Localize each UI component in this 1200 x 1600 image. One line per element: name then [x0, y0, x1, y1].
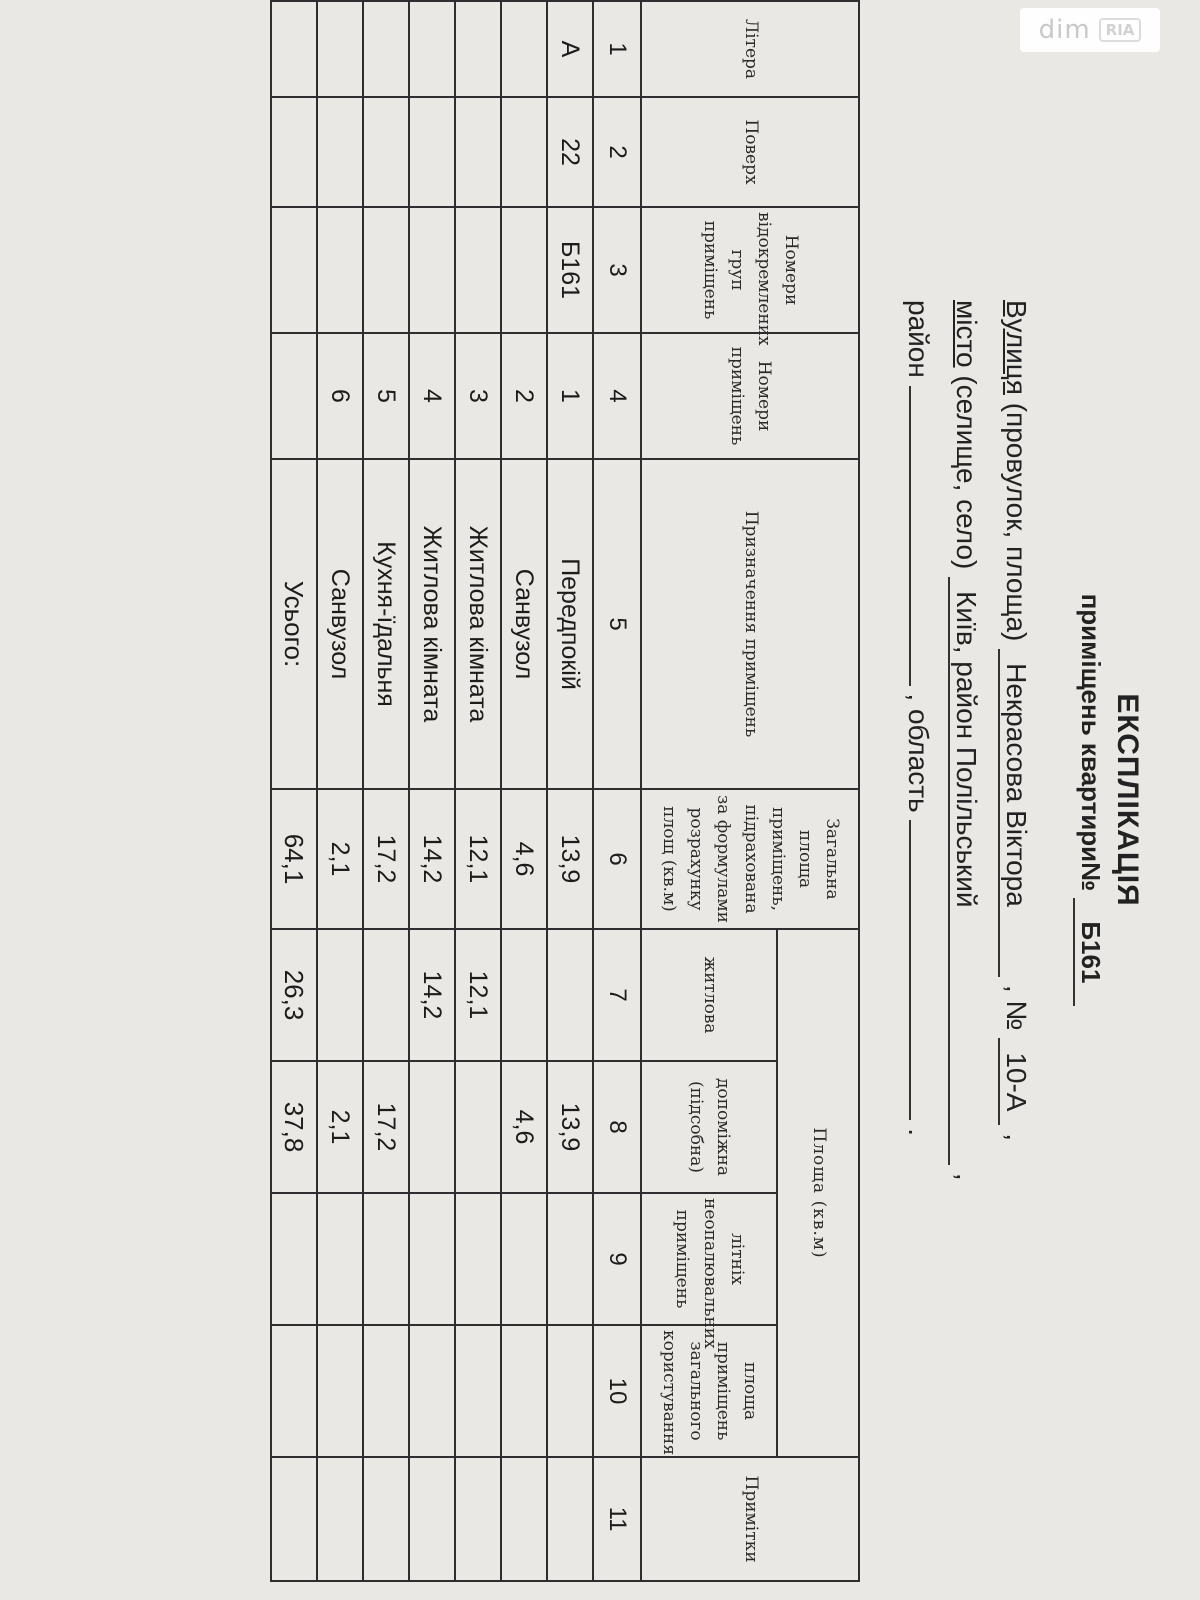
cell-group [317, 207, 363, 333]
cell-summer [455, 1193, 501, 1325]
street-label: Вулиця [1001, 300, 1032, 395]
cell-group [501, 207, 547, 333]
cell-living [363, 929, 409, 1061]
col-header-common: площа приміщень загального користування [641, 1325, 777, 1457]
city-label-rest: (селище, село) [951, 375, 982, 570]
cell-purpose: Кухня-їдальня [363, 459, 409, 789]
cell-common [409, 1325, 455, 1457]
cell-aux: 2,1 [317, 1061, 363, 1193]
cell-empty [271, 1, 317, 97]
totals-row [271, 1, 317, 1581]
cell-notes [271, 1457, 317, 1581]
cell-notes [409, 1457, 455, 1581]
cell-room: 4 [409, 333, 455, 459]
cell-total: 4,6 [501, 789, 547, 929]
column-number: 5 [593, 459, 641, 789]
region-blank [909, 820, 933, 1120]
cell-notes [455, 1457, 501, 1581]
cell-room: 5 [363, 333, 409, 459]
column-number: 2 [593, 97, 641, 207]
table-row [455, 1, 501, 1581]
cell-litera [455, 1, 501, 97]
cell-common [501, 1325, 547, 1457]
col-header-room-numbers: Номери приміщень [641, 333, 859, 459]
cell-living: 12,1 [455, 929, 501, 1061]
cell-empty [271, 333, 317, 459]
column-number: 1 [593, 1, 641, 97]
street-label-rest: (провулок, площа) [1001, 402, 1032, 642]
cell-summer [317, 1193, 363, 1325]
column-number: 3 [593, 207, 641, 333]
col-header-total-area: Загальна площа приміщень, підрахована за формулами розрахунку площ (кв.м) [641, 789, 859, 929]
cell-living [501, 929, 547, 1061]
cell-room: 1 [547, 333, 593, 459]
cell-common [547, 1325, 593, 1457]
table-row [317, 1, 363, 1581]
district-line-dot: . [903, 1128, 934, 1136]
cell-total: 12,1 [455, 789, 501, 929]
totals-label: Усього: [271, 459, 317, 789]
column-number: 7 [593, 929, 641, 1061]
city-label: місто [951, 300, 982, 368]
cell-litera [317, 1, 363, 97]
cell-purpose: Санвузол [501, 459, 547, 789]
cell-living [547, 929, 593, 1061]
document-subtitle [1073, 0, 1106, 1600]
document-title: ЕКСПЛІКАЦІЯ [1111, 693, 1144, 907]
cell-aux: 4,6 [501, 1061, 547, 1193]
cell-summer [271, 1193, 317, 1325]
col-header-group-numbers: Номери відокремлених груп приміщень [641, 207, 859, 333]
street-value: Некрасова Віктора [998, 649, 1032, 977]
cell-common [363, 1325, 409, 1457]
col-header-notes: Примітки [641, 1457, 859, 1581]
cell-group [409, 207, 455, 333]
column-number-row [593, 1, 641, 1581]
cell-notes [317, 1457, 363, 1581]
cell-aux: 17,2 [363, 1061, 409, 1193]
cell-total: 14,2 [409, 789, 455, 929]
cell-litera [501, 1, 547, 97]
table-row [409, 1, 455, 1581]
cell-purpose: Житлова кімната [409, 459, 455, 789]
cell-room: 6 [317, 333, 363, 459]
cell-empty [271, 97, 317, 207]
street-line-comma: , [1001, 1133, 1032, 1142]
cell-notes [547, 1457, 593, 1581]
cell-floor: 22 [547, 97, 593, 207]
column-number: 8 [593, 1061, 641, 1193]
district-label: район [903, 300, 934, 378]
cell-aux: 13,9 [547, 1061, 593, 1193]
column-number: 10 [593, 1325, 641, 1457]
district-line [902, 300, 934, 1136]
col-header-summer: літніх неопалювальних приміщень [641, 1193, 777, 1325]
cell-room: 2 [501, 333, 547, 459]
column-number: 11 [593, 1457, 641, 1581]
cell-litera [409, 1, 455, 97]
cell-summer [501, 1193, 547, 1325]
cell-summer [547, 1193, 593, 1325]
cell-litera [363, 1, 409, 97]
watermark-dim-text: dim [1038, 15, 1091, 45]
column-number: 9 [593, 1193, 641, 1325]
explication-table [270, 0, 860, 1582]
cell-summer [363, 1193, 409, 1325]
cell-floor [317, 97, 363, 207]
house-number-label: , № [1001, 984, 1032, 1031]
table-row [547, 1, 593, 1581]
cell-group: Б161 [547, 207, 593, 333]
watermark-ria-text: RIA [1099, 18, 1142, 42]
cell-total: 17,2 [363, 789, 409, 929]
totals-total-area: 64,1 [271, 789, 317, 929]
city-line [948, 300, 982, 1181]
cell-group [363, 207, 409, 333]
cell-living [317, 929, 363, 1061]
col-header-area-group: Площа (кв.м) [777, 929, 859, 1457]
cell-aux [455, 1061, 501, 1193]
cell-floor [455, 97, 501, 207]
cell-aux [409, 1061, 455, 1193]
cell-total: 13,9 [547, 789, 593, 929]
cell-floor [501, 97, 547, 207]
cell-purpose: Житлова кімната [455, 459, 501, 789]
table-row [501, 1, 547, 1581]
cell-summer [409, 1193, 455, 1325]
col-header-living: житлова [641, 929, 777, 1061]
region-label: , область [903, 693, 934, 813]
col-header-litera: Літера [641, 1, 859, 97]
cell-room: 3 [455, 333, 501, 459]
cell-total: 2,1 [317, 789, 363, 929]
city-line-comma: , [951, 1172, 982, 1181]
col-header-auxiliary: допоміжна (підсобна) [641, 1061, 777, 1193]
house-number-value: 10-А [998, 1038, 1032, 1125]
subtitle-prefix: приміщень квартири№ [1076, 593, 1106, 892]
apartment-number: Б161 [1073, 898, 1106, 1006]
totals-aux-area: 37,8 [271, 1061, 317, 1193]
cell-living: 14,2 [409, 929, 455, 1061]
street-line [998, 300, 1032, 1141]
col-header-purpose: Призначення приміщень [641, 459, 859, 789]
cell-floor [363, 97, 409, 207]
district-blank [909, 386, 933, 686]
cell-purpose: Передпокій [547, 459, 593, 789]
cell-litera: А [547, 1, 593, 97]
table-row [363, 1, 409, 1581]
cell-floor [409, 97, 455, 207]
cell-empty [271, 207, 317, 333]
column-number: 6 [593, 789, 641, 929]
cell-common [455, 1325, 501, 1457]
cell-purpose: Санвузол [317, 459, 363, 789]
cell-common [317, 1325, 363, 1457]
cell-common [271, 1325, 317, 1457]
city-value: Київ, район Полільський [948, 577, 982, 1165]
col-header-floor: Поверх [641, 97, 859, 207]
cell-notes [501, 1457, 547, 1581]
cell-group [455, 207, 501, 333]
cell-notes [363, 1457, 409, 1581]
totals-living-area: 26,3 [271, 929, 317, 1061]
column-number: 4 [593, 333, 641, 459]
